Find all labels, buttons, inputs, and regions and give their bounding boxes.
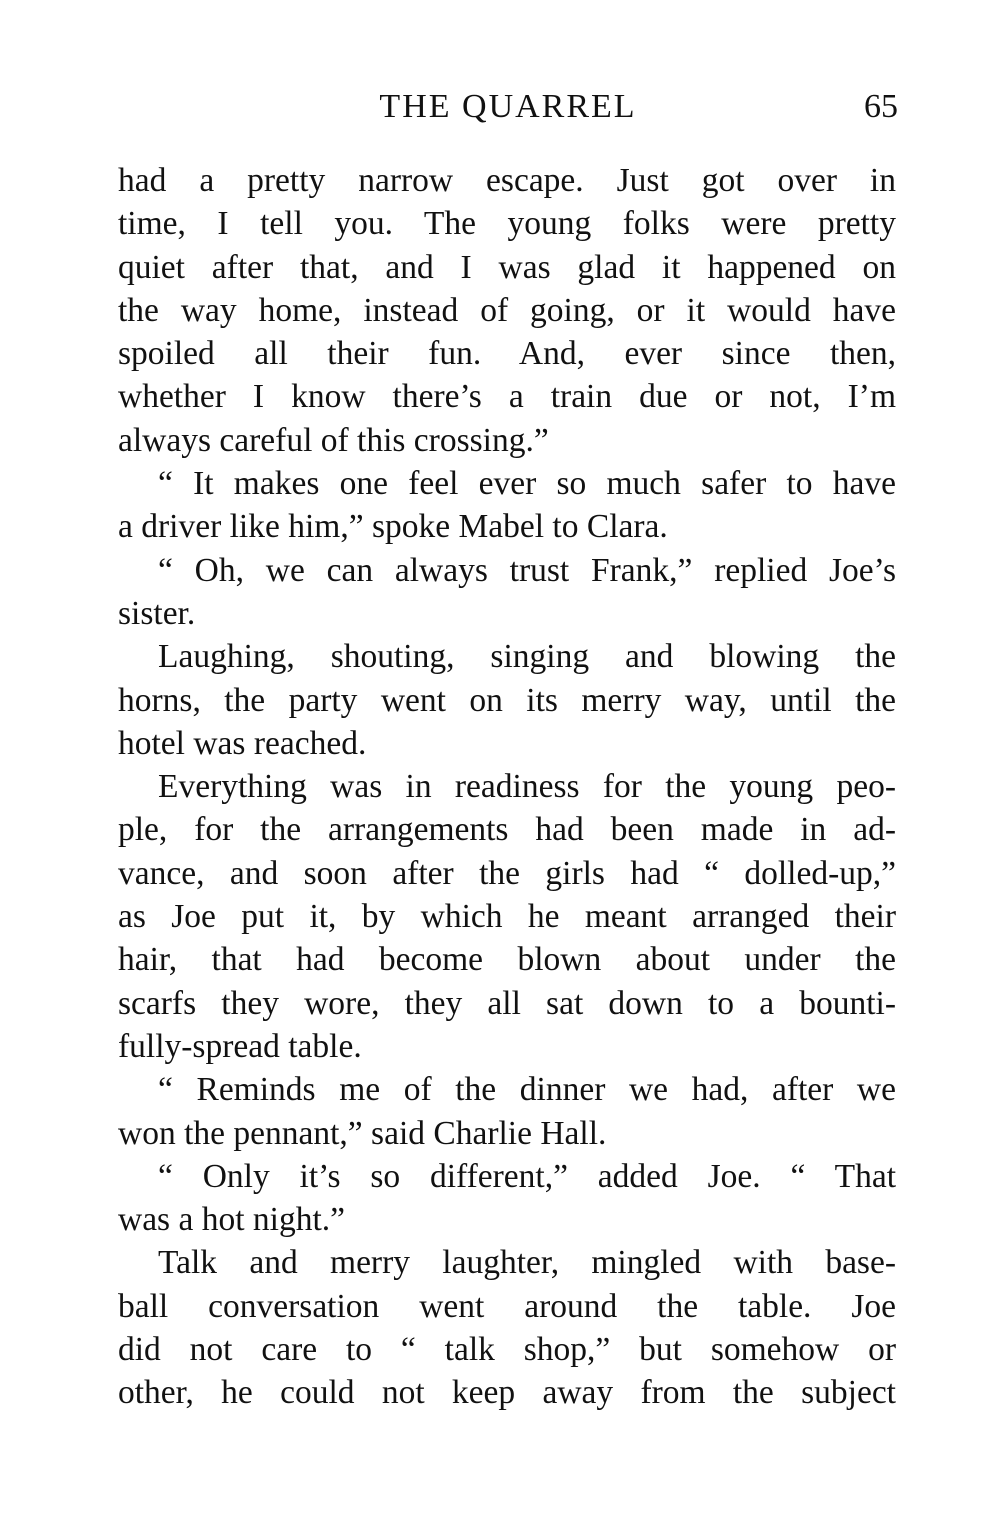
text-line: did not care to “ talk shop,” but somehow or [118, 1331, 896, 1369]
text-line: ple, for the arrangements had been made in ad- [118, 811, 896, 849]
text-line: vance, and soon after the girls had “ dolled-up,” [118, 854, 896, 892]
text-line: always careful of this crossing.” [118, 421, 549, 459]
text-line: quiet after that, and I was glad it happened on [118, 248, 896, 286]
text-line: ball conversation went around the table. Joe [118, 1287, 896, 1325]
page-header [118, 82, 898, 132]
running-title: THE QUARREL [379, 88, 637, 125]
text-line: Talk and merry laughter, mingled with base- [158, 1244, 896, 1282]
text-line: sister. [118, 594, 196, 632]
text-line: spoiled all their fun. And, ever since then, [118, 335, 896, 373]
text-line: horns, the party went on its merry way, until the [118, 681, 896, 719]
text-line: “ It makes one feel ever so much safer to have [158, 465, 896, 503]
text-line: a driver like him,” spoke Mabel to Clara. [118, 508, 668, 546]
text-line: hotel was reached. [118, 724, 367, 762]
text-line: other, he could not keep away from the subject [118, 1374, 896, 1412]
text-line: as Joe put it, by which he meant arranged their [118, 898, 896, 936]
text-line: was a hot night.” [118, 1201, 346, 1239]
text-line: had a pretty narrow escape. Just got over in [118, 162, 896, 199]
text-line: whether I know there’s a train due or not, I’m [118, 378, 896, 416]
page-number: 65 [864, 88, 898, 125]
text-line: time, I tell you. The young folks were pretty [118, 205, 896, 243]
text-line: “ Reminds me of the dinner we had, after we [158, 1071, 896, 1109]
text-line: scarfs they wore, they all sat down to a bounti- [118, 984, 896, 1022]
body-text [118, 159, 896, 1415]
text-line: Everything was in readiness for the young peo- [158, 768, 896, 806]
text-line: fully-spread table. [118, 1027, 362, 1065]
text-line: the way home, instead of going, or it would have [118, 291, 896, 329]
text-line: Laughing, shouting, singing and blowing the [158, 638, 896, 676]
text-line: won the pennant,” said Charlie Hall. [118, 1114, 607, 1152]
text-line: “ Oh, we can always trust Frank,” replied Joe’s [158, 551, 896, 589]
text-line: “ Only it’s so different,” added Joe. “ That [158, 1157, 896, 1195]
text-line: hair, that had become blown about under the [118, 941, 896, 979]
